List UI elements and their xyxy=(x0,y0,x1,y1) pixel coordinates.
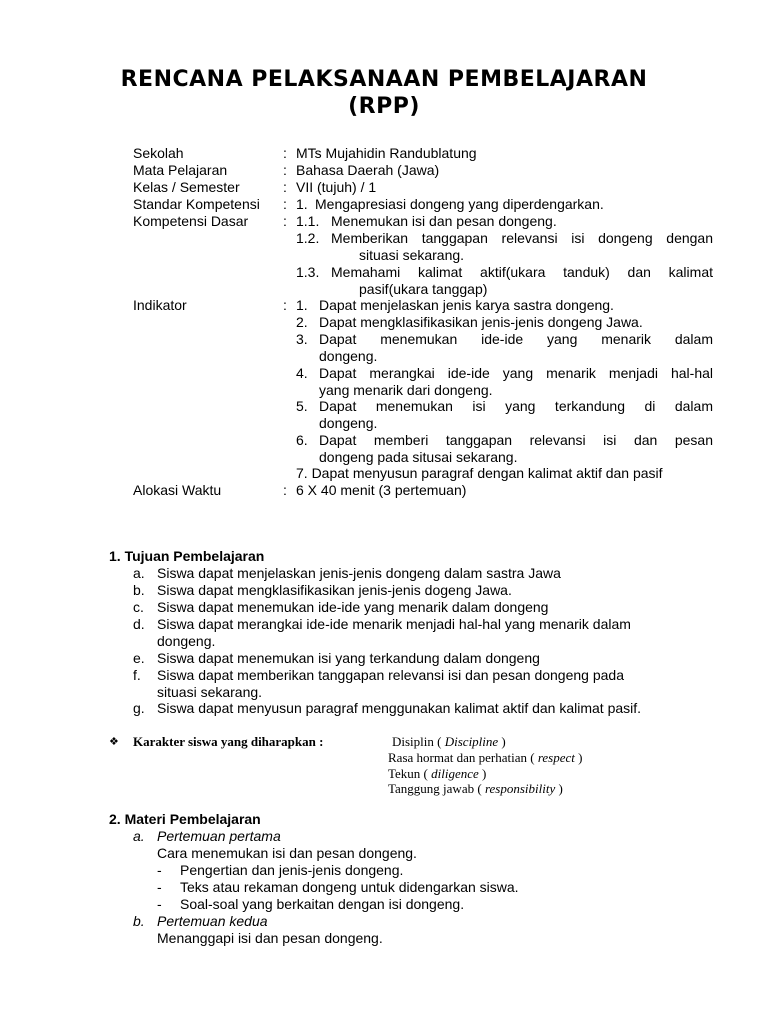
colon: : xyxy=(283,145,287,161)
grade-label: Kelas / Semester xyxy=(133,179,240,195)
indicator-item: Dapat mengklasifikasikan jenis-jenis dongeng Jawa. xyxy=(319,314,643,330)
indicator-number: 3. xyxy=(296,331,308,347)
material-item: Pengertian dan jenis-jenis dongeng. xyxy=(180,862,404,878)
indicator-item: Dapat merangkai ide-ide yang menarik menjadi hal-hal xyxy=(319,365,713,381)
indicator-number: 1. xyxy=(296,297,308,313)
indicator-number: 5. xyxy=(296,398,308,414)
basic-competence-item: Menemukan isi dan pesan dongeng. xyxy=(331,213,557,229)
school-value: MTs Mujahidin Randublatung xyxy=(296,145,477,161)
standard-label: Standar Kompetensi xyxy=(133,196,260,212)
objective-item: Siswa dapat menyusun paragraf menggunakan kalimat aktif dan kalimat pasif. xyxy=(157,700,642,716)
dash-bullet: - xyxy=(157,862,162,878)
document-title: RENCANA PELAKSANAAN PEMBELAJARAN xyxy=(120,67,648,92)
indicator-number: 4. xyxy=(296,365,308,381)
indicator-number: 2. xyxy=(296,314,308,330)
meeting-title: Pertemuan pertama xyxy=(157,828,281,844)
meeting-description: Cara menemukan isi dan pesan dongeng. xyxy=(157,845,417,861)
standard-number: 1. xyxy=(296,196,308,212)
objective-item: Siswa dapat mengklasifikasikan jenis-jenis dogeng Jawa. xyxy=(157,582,512,598)
objective-item: Siswa dapat menjelaskan jenis-jenis dongeng dalam sastra Jawa xyxy=(157,565,561,581)
diamond-bullet-icon: ❖ xyxy=(109,736,119,748)
colon: : xyxy=(283,297,287,313)
indicator-item: 7. Dapat menyusun paragraf dengan kalimat aktif dan pasif xyxy=(296,465,663,481)
list-letter: b. xyxy=(133,582,145,598)
document-subtitle: (RPP) xyxy=(348,94,420,119)
character-item: Tanggung jawab ( responsibility ) xyxy=(388,781,563,796)
indicator-item-continuation: dongeng. xyxy=(319,348,378,364)
indicator-item: Dapat menemukan isi yang terkandung di dalam xyxy=(319,398,713,414)
list-letter: a. xyxy=(133,565,145,581)
indicator-item: Dapat menemukan ide-ide yang menarik dalam xyxy=(319,331,713,347)
indicator-item-continuation: dongeng pada situsai sekarang. xyxy=(319,449,518,465)
indicator-item-continuation: dongeng. xyxy=(319,415,378,431)
section-heading: 2. Materi Pembelajaran xyxy=(109,811,261,827)
list-letter: b. xyxy=(133,913,145,929)
character-item: Tekun ( diligence ) xyxy=(388,766,487,781)
grade-value: VII (tujuh) / 1 xyxy=(296,179,377,195)
colon: : xyxy=(283,213,287,229)
meeting-title: Pertemuan kedua xyxy=(157,913,268,929)
basic-competence-item-continuation: situasi sekarang. xyxy=(359,247,465,263)
standard-value: Mengapresiasi dongeng yang diperdengarkan. xyxy=(315,196,604,212)
basic-competence-number: 1.3. xyxy=(296,264,320,280)
school-label: Sekolah xyxy=(133,145,184,161)
list-letter: e. xyxy=(133,650,145,666)
list-letter: f. xyxy=(133,667,141,683)
list-letter: g. xyxy=(133,700,145,716)
character-item: Disiplin ( Discipline ) xyxy=(392,734,506,749)
list-letter: c. xyxy=(133,599,144,615)
section-heading: 1. Tujuan Pembelajaran xyxy=(109,548,265,564)
list-letter: a. xyxy=(133,828,145,844)
time-allocation-value: 6 X 40 menit (3 pertemuan) xyxy=(296,482,467,498)
subject-label: Mata Pelajaran xyxy=(133,162,228,178)
colon: : xyxy=(283,162,287,178)
character-item: Rasa hormat dan perhatian ( respect ) xyxy=(388,750,583,765)
material-item: Soal-soal yang berkaitan dengan isi dongeng. xyxy=(180,896,465,912)
indicator-item: Dapat memberi tanggapan relevansi isi dan pesan xyxy=(319,432,713,448)
time-allocation-label: Alokasi Waktu xyxy=(133,482,222,498)
basic-competence-number: 1.1. xyxy=(296,213,320,229)
objective-item: Siswa dapat menemukan ide-ide yang menarik dalam dongeng xyxy=(157,599,549,615)
dash-bullet: - xyxy=(157,896,162,912)
colon: : xyxy=(283,196,287,212)
basic-competence-label: Kompetensi Dasar xyxy=(133,213,249,229)
indicator-label: Indikator xyxy=(133,297,187,313)
colon: : xyxy=(283,482,287,498)
indicator-number: 6. xyxy=(296,432,308,448)
indicator-item-continuation: yang menarik dari dongeng. xyxy=(319,382,493,398)
meeting-description: Menanggapi isi dan pesan dongeng. xyxy=(157,930,383,946)
objective-item: Siswa dapat merangkai ide-ide menarik menjadi hal-hal yang menarik dalam xyxy=(157,616,631,632)
dash-bullet: - xyxy=(157,879,162,895)
basic-competence-number: 1.2. xyxy=(296,230,320,246)
character-label: Karakter siswa yang diharapkan : xyxy=(133,734,324,749)
subject-value: Bahasa Daerah (Jawa) xyxy=(296,162,440,178)
objective-item-continuation: situasi sekarang. xyxy=(157,684,263,700)
objective-item: Siswa dapat menemukan isi yang terkandung dalam dongeng xyxy=(157,650,540,666)
list-letter: d. xyxy=(133,616,145,632)
basic-competence-item: Memberikan tanggapan relevansi isi dongeng dengan xyxy=(331,230,713,246)
objective-item-continuation: dongeng. xyxy=(157,633,216,649)
basic-competence-item-continuation: pasif(ukara tanggap) xyxy=(359,281,488,297)
indicator-item: Dapat menjelaskan jenis karya sastra dongeng. xyxy=(319,297,614,313)
material-item: Teks atau rekaman dongeng untuk didengarkan siswa. xyxy=(180,879,519,895)
colon: : xyxy=(283,179,287,195)
basic-competence-item: Memahami kalimat aktif(ukara tanduk) dan kalimat xyxy=(331,264,713,280)
objective-item: Siswa dapat memberikan tanggapan relevansi isi dan pesan dongeng pada xyxy=(157,667,624,683)
